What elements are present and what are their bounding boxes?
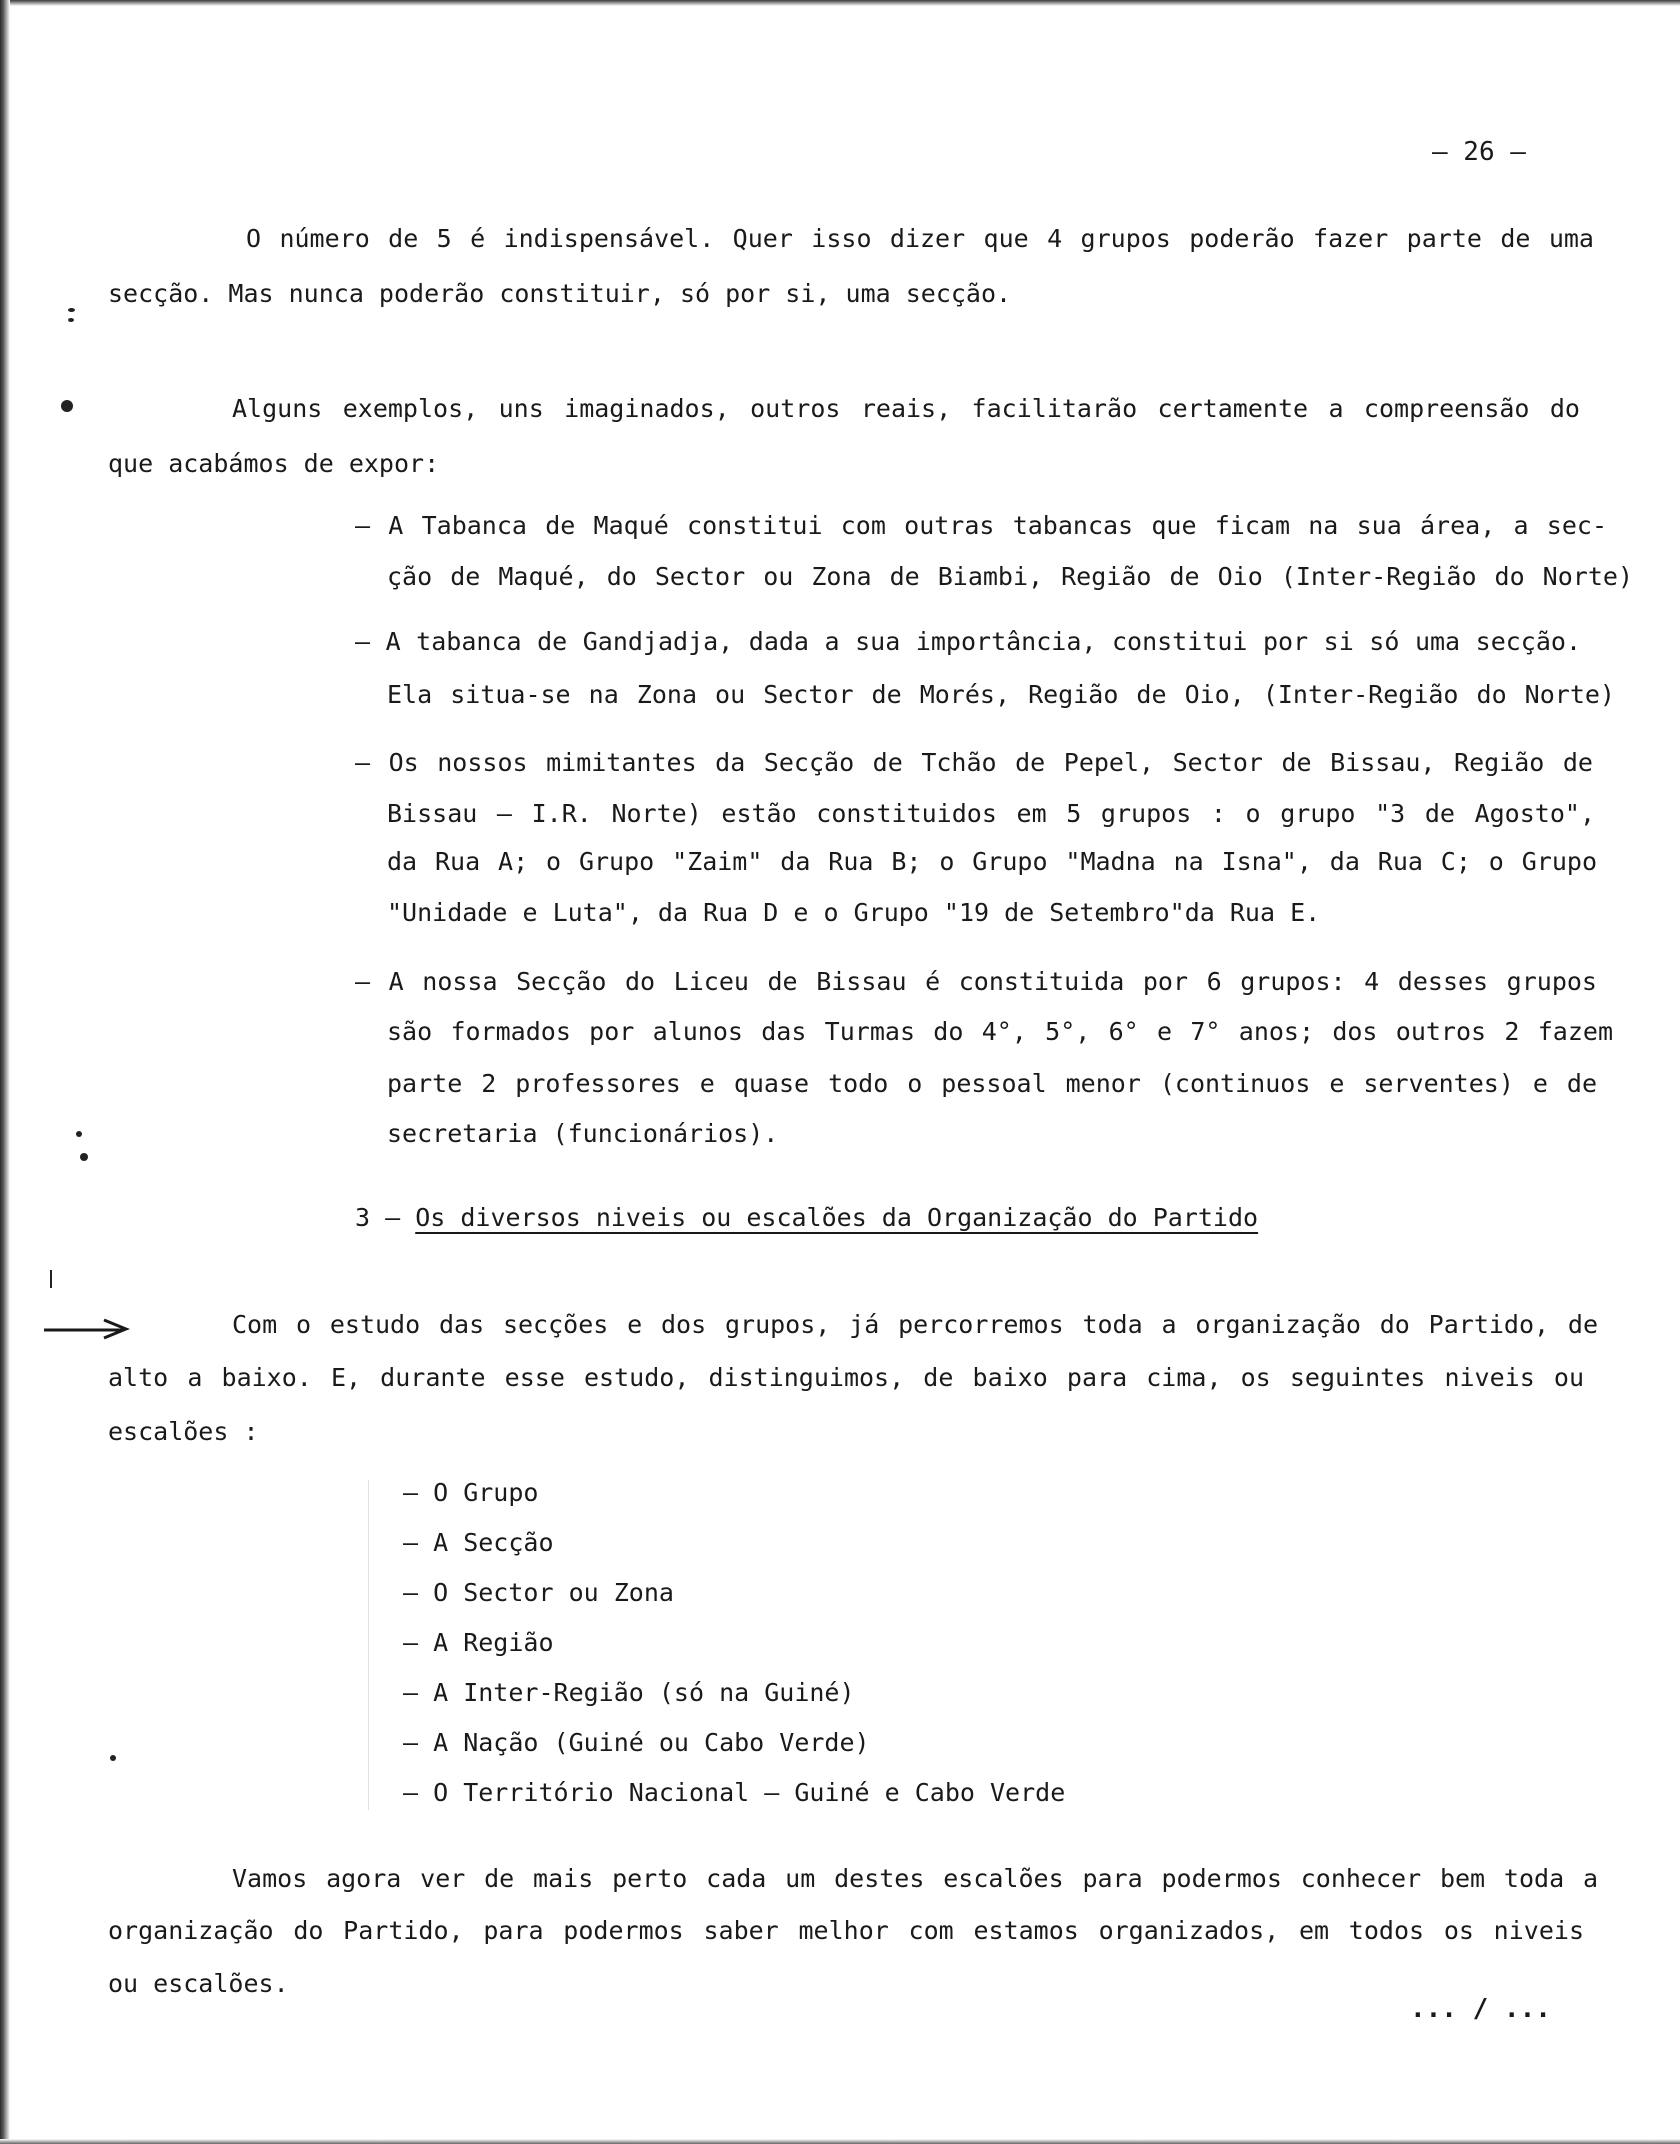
scan-mark [76,1131,82,1137]
scan-mark [50,1270,52,1288]
example-3-line-1: – Os nossos mimitantes da Secção de Tchão de Pepel, Sector de Bissau, Região de [355,748,1593,777]
paragraph-4-line-2: organização do Partido, para podermos saber melhor com estamos organizados, em todos os niveis [108,1916,1584,1945]
margin-arrow-icon [42,1316,132,1342]
example-4-line-4: secretaria (funcionários). [387,1119,779,1148]
level-item: – O Grupo [403,1478,539,1507]
paragraph-4-line-1: Vamos agora ver de mais perto cada um destes escalões para podermos conhecer bem toda a [232,1864,1598,1893]
example-4-line-1: – A nossa Secção do Liceu de Bissau é constituida por 6 grupos: 4 desses grupos [355,967,1597,996]
level-item: – A Região [403,1628,554,1657]
scan-mark [68,308,75,312]
scan-edge-bottom [0,2139,1680,2144]
page-number: – 26 – [1432,137,1526,167]
example-1-line-1: – A Tabanca de Maqué constitui com outras tabancas que ficam na sua área, a sec- [355,511,1607,540]
scan-mark [80,1153,88,1161]
paragraph-2-line-2: que acabámos de expor: [108,449,440,478]
section-heading-number: 3 – [355,1203,401,1232]
example-4-line-3: parte 2 professores e quase todo o pessoal menor (continuos e serventes) e de [387,1069,1597,1098]
section-heading [355,1203,1258,1232]
margin-rule [368,1480,369,1810]
example-4-line-2: são formados por alunos das Turmas do 4°, 5°, 6° e 7° anos; dos outros 2 fazem [387,1017,1613,1046]
example-2-line-2: Ela situa-se na Zona ou Sector de Morés, Região de Oio, (Inter-Região do Norte) [387,680,1615,709]
section-heading-title: Os diversos niveis ou escalões da Organização do Partido [415,1203,1259,1232]
scan-mark [110,1755,116,1761]
example-3-line-2: Bissau – I.R. Norte) estão constituidos em 5 grupos : o grupo "3 de Agosto", [387,799,1595,828]
level-item: – A Inter-Região (só na Guiné) [403,1678,855,1707]
level-item: – O Sector ou Zona [403,1578,674,1607]
scan-edge-top [0,0,1680,6]
paragraph-3-line-1: Com o estudo das secções e dos grupos, já percorremos toda a organização do Partido, de [232,1310,1598,1339]
level-item: – O Território Nacional – Guiné e Cabo Verde [403,1778,1066,1807]
paragraph-4-line-3: ou escalões. [108,1969,289,1998]
paragraph-2-line-1: Alguns exemplos, uns imaginados, outros reais, facilitarão certamente a compreensão do [232,394,1580,423]
continuation-marker: ... / ... [1410,1994,1551,2024]
scan-mark [68,318,74,322]
paragraph-1-line-2: secção. Mas nunca poderão constituir, só por si, uma secção. [108,279,1012,308]
paragraph-1-line-1: O número de 5 é indispensável. Quer isso dizer que 4 grupos poderão fazer parte de uma [246,224,1594,253]
paragraph-3-line-3: escalões : [108,1417,259,1446]
scan-edge-left [0,0,10,2144]
example-1-line-2: ção de Maqué, do Sector ou Zona de Biambi, Região de Oio (Inter-Região do Norte) [387,562,1633,591]
example-3-line-4: "Unidade e Luta", da Rua D e o Grupo "19 de Setembro"da Rua E. [387,898,1321,927]
example-3-line-3: da Rua A; o Grupo "Zaim" da Rua B; o Grupo "Madna na Isna", da Rua C; o Grupo [387,847,1597,876]
example-2-line-1: – A tabanca de Gandjadja, dada a sua importância, constitui por si só uma secção. [355,627,1581,656]
paragraph-3-line-2: alto a baixo. E, durante esse estudo, distinguimos, de baixo para cima, os seguintes niveis ou [108,1363,1584,1392]
scan-mark [61,400,73,412]
level-item: – A Nação (Guiné ou Cabo Verde) [403,1728,870,1757]
level-item: – A Secção [403,1528,554,1557]
